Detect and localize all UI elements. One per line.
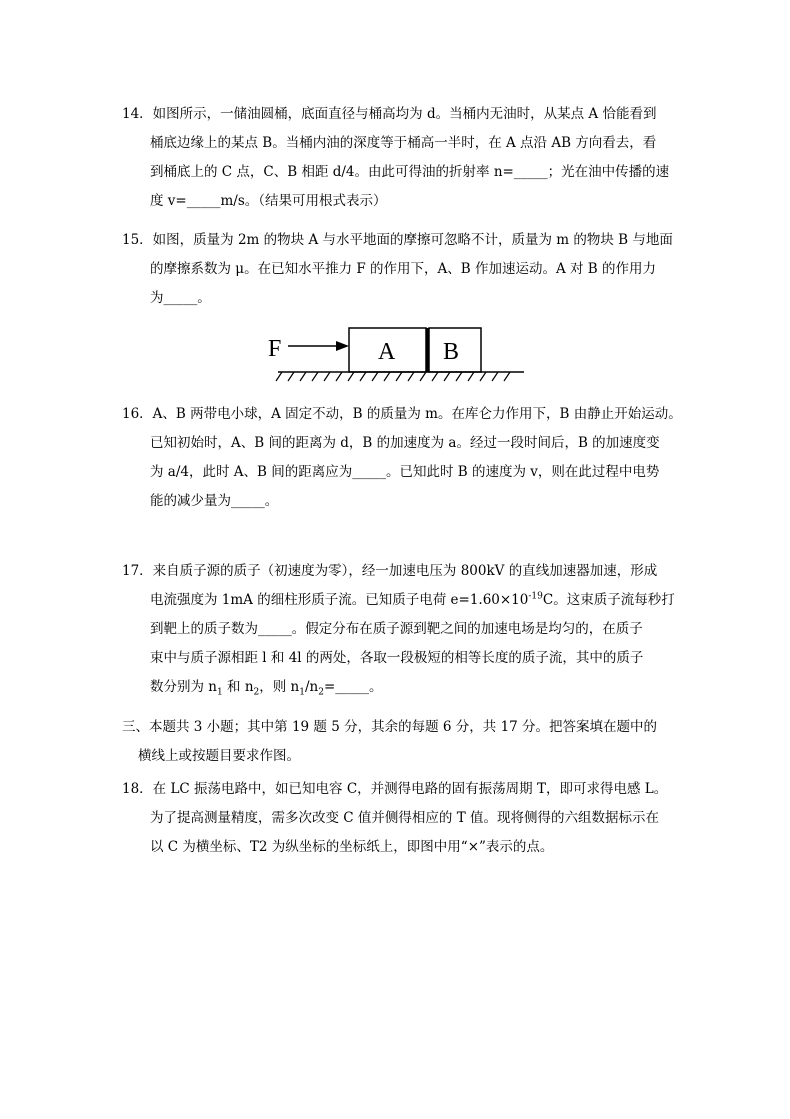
force-label: F bbox=[268, 336, 282, 362]
q17-line-5: 数分别为 $n_1$ 和 $n_2$，则 $n_1/n_2=\_\_\_\_\_$。 bbox=[150, 679, 383, 698]
block-a-label: A bbox=[378, 339, 396, 365]
question-15 bbox=[122, 226, 682, 313]
q17-line-2: 电流强度为 1mA 的细柱形质子流。已知质子电荷 $e=1.60\times 10^{-19}C$。这束质子流每秒打 bbox=[150, 591, 675, 608]
question-16 bbox=[122, 400, 682, 516]
q16-line-4: 能的减少量为_____。 bbox=[150, 493, 279, 509]
section-3-heading bbox=[122, 713, 682, 771]
q18-line-3: 以 C 为横坐标、T2 为纵坐标的坐标纸上，即图中用“×”表示的点。 bbox=[150, 839, 554, 855]
question-14 bbox=[122, 100, 682, 216]
q16-line-3: 为 a/4，此时 A、B 间的距离应为_____。已知此时 B 的速度为 v，则在此过程中电势 bbox=[150, 464, 660, 480]
question-18 bbox=[122, 775, 682, 862]
section-3-line-2: 横线上或按题目要求作图。 bbox=[138, 748, 300, 764]
q15-line-1: 15．如图，质量为 2m 的物块 A 与水平地面的摩擦可忽略不计，质量为 m 的物块 B 与地面 bbox=[122, 232, 673, 248]
q15-line-3: 为_____。 bbox=[150, 290, 211, 306]
question-17 bbox=[122, 557, 682, 702]
q14-line-1: 14．如图所示，一储油圆桶，底面直径与桶高均为 d。当桶内无油时，从某点 A 恰能看到 bbox=[122, 106, 657, 122]
q14-line-2: 桶底边缘上的某点 B。当桶内油的深度等于桶高一半时，在 A 点沿 AB 方向看去，看 bbox=[150, 135, 657, 151]
q15-line-2: 的摩擦系数为 μ。在已知水平推力 F 的作用下，A、B 作加速运动。A 对 B 的作用力 bbox=[150, 261, 657, 277]
q17-line-3: 到靶上的质子数为_____。假定分布在质子源到靶之间的加速电场是均匀的，在质子 bbox=[150, 621, 643, 637]
q18-line-2: 为了提高测量精度，需多次改变 C 值并侧得相应的 T 值。现将侧得的六组数据标示在 bbox=[150, 810, 659, 826]
q14-line-3: 到桶底上的 C 点，C、B 相距 d/4。由此可得油的折射率 n=_____；光在油中传播的速 bbox=[150, 164, 670, 180]
ground-hatching bbox=[276, 372, 510, 381]
q15-figure bbox=[268, 326, 526, 384]
q16-line-1: 16．A、B 两带电小球，A 固定不动，B 的质量为 m。在库仑力作用下，B 由静止开始运动。 bbox=[122, 406, 682, 422]
q18-line-1: 18．在 LC 振荡电路中，如已知电容 C，并测得电路的固有振荡周期 T，即可求得电感 L。 bbox=[122, 781, 668, 797]
q17-line-1: 17．来自质子源的质子（初速度为零），经一加速电压为 800kV 的直线加速器加速，形成 bbox=[122, 563, 658, 579]
q14-line-4: 度 v=_____m/s。（结果可用根式表示） bbox=[150, 193, 387, 209]
arrow-head-icon bbox=[336, 341, 349, 351]
block-b-label: B bbox=[443, 339, 460, 365]
section-3-line-1: 三、本题共 3 小题；其中第 19 题 5 分，其余的每题 6 分，共 17 分。把答案填在题中的 bbox=[122, 719, 658, 735]
q16-line-2: 已知初始时，A、B 间的距离为 d，B 的加速度为 a。经过一段时间后，B 的加速度变 bbox=[150, 435, 660, 451]
q17-line-4: 束中与质子源相距 l 和 4l 的两处，各取一段极短的相等长度的质子流，其中的质子 bbox=[150, 650, 644, 666]
